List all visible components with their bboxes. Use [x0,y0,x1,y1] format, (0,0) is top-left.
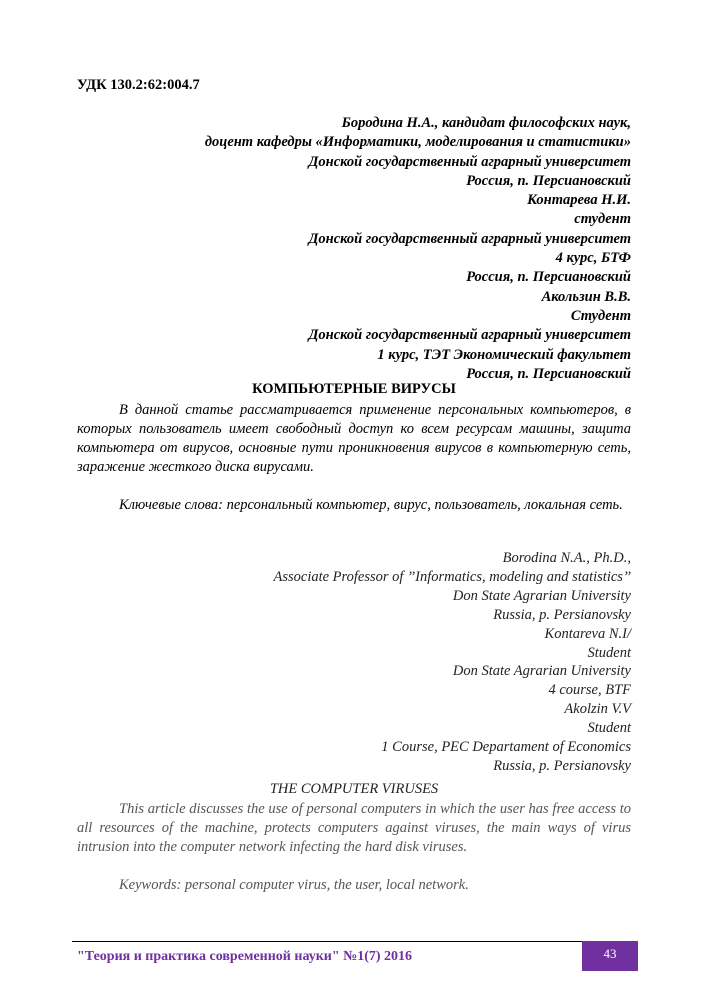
page-number: 43 [603,946,617,961]
ru-author-line: Донской государственный аграрный университет [308,153,631,170]
en-author-line: Russia, p. Persianovsky [493,757,631,774]
ru-author-line: Россия, п. Персиановский [466,269,631,286]
ru-abstract: В данной статье рассматривается применение персональных компьютеров, в которых пользователь имеет свободный доступ ко всем ресурсам машины, защита компьютера от вирусов, основные пути проникновения вирусов в компьютерную сеть, заражение жесткого диска вирусами. [77,402,631,475]
en-keywords: Keywords: personal computer virus, the user, local network. [119,877,469,893]
en-author-line: Student [587,720,631,737]
en-author-line: Don State Agrarian University [452,587,631,604]
en-author-line: Associate Professor of ’’Informatics, modeling and statistics’’ [273,568,631,585]
en-author-line: Akolzin V.V [564,701,631,718]
en-author-line: Student [587,644,631,661]
en-author-line: 4 course, BTF [548,682,631,699]
footer-divider [72,941,637,942]
ru-author-line: 4 курс, БТФ [555,250,631,267]
en-author-line: Kontareva N.I/ [544,625,631,642]
ru-author-line: 1 курс, ТЭТ Экономический факультет [377,346,631,363]
en-author-line: 1 Course, PEC Departament of Economics [381,739,631,756]
ru-author-line: Бородина Н.А., кандидат философских наук, [341,115,631,131]
ru-author-line: Россия, п. Персиановский [466,365,631,382]
en-author-line: Don State Agrarian University [452,663,631,680]
ru-author-line: студент [574,211,631,228]
ru-author-line: Донской государственный аграрный университет [308,327,631,344]
page-number-badge [582,941,638,971]
ru-author-line: Россия, п. Персиановский [466,172,631,189]
ru-author-line: Контарева Н.И. [527,192,631,209]
ru-author-line: Акользин В.В. [541,288,631,305]
ru-author-block [77,114,631,384]
en-author-block [77,549,631,776]
footer-journal-title: "Теория и практика современной науки" №1(7) 2016 [77,949,413,964]
ru-keywords: Ключевые слова: персональный компьютер, вирус, пользователь, локальная сеть. [119,497,623,513]
en-author-line: Borodina N.A., Ph.D., [502,550,631,566]
udc-code: УДК 130.2:62:004.7 [77,77,200,93]
ru-author-line: Студент [570,307,631,324]
en-author-line: Russia, p. Persianovsky [493,606,631,623]
en-abstract: This article discusses the use of personal computers in which the user has free access to all resources of the machine, protects computers against viruses, the main ways of virus intrusion into the computer network infecting the hard disk viruses. [77,801,631,855]
ru-article-title: КОМПЬЮТЕРНЫЕ ВИРУСЫ [252,381,456,397]
ru-author-line: Донской государственный аграрный университет [308,230,631,247]
ru-author-line: доцент кафедры «Информатики, моделирования и статистики» [204,134,631,151]
en-article-title: THE COMPUTER VIRUSES [269,781,439,797]
